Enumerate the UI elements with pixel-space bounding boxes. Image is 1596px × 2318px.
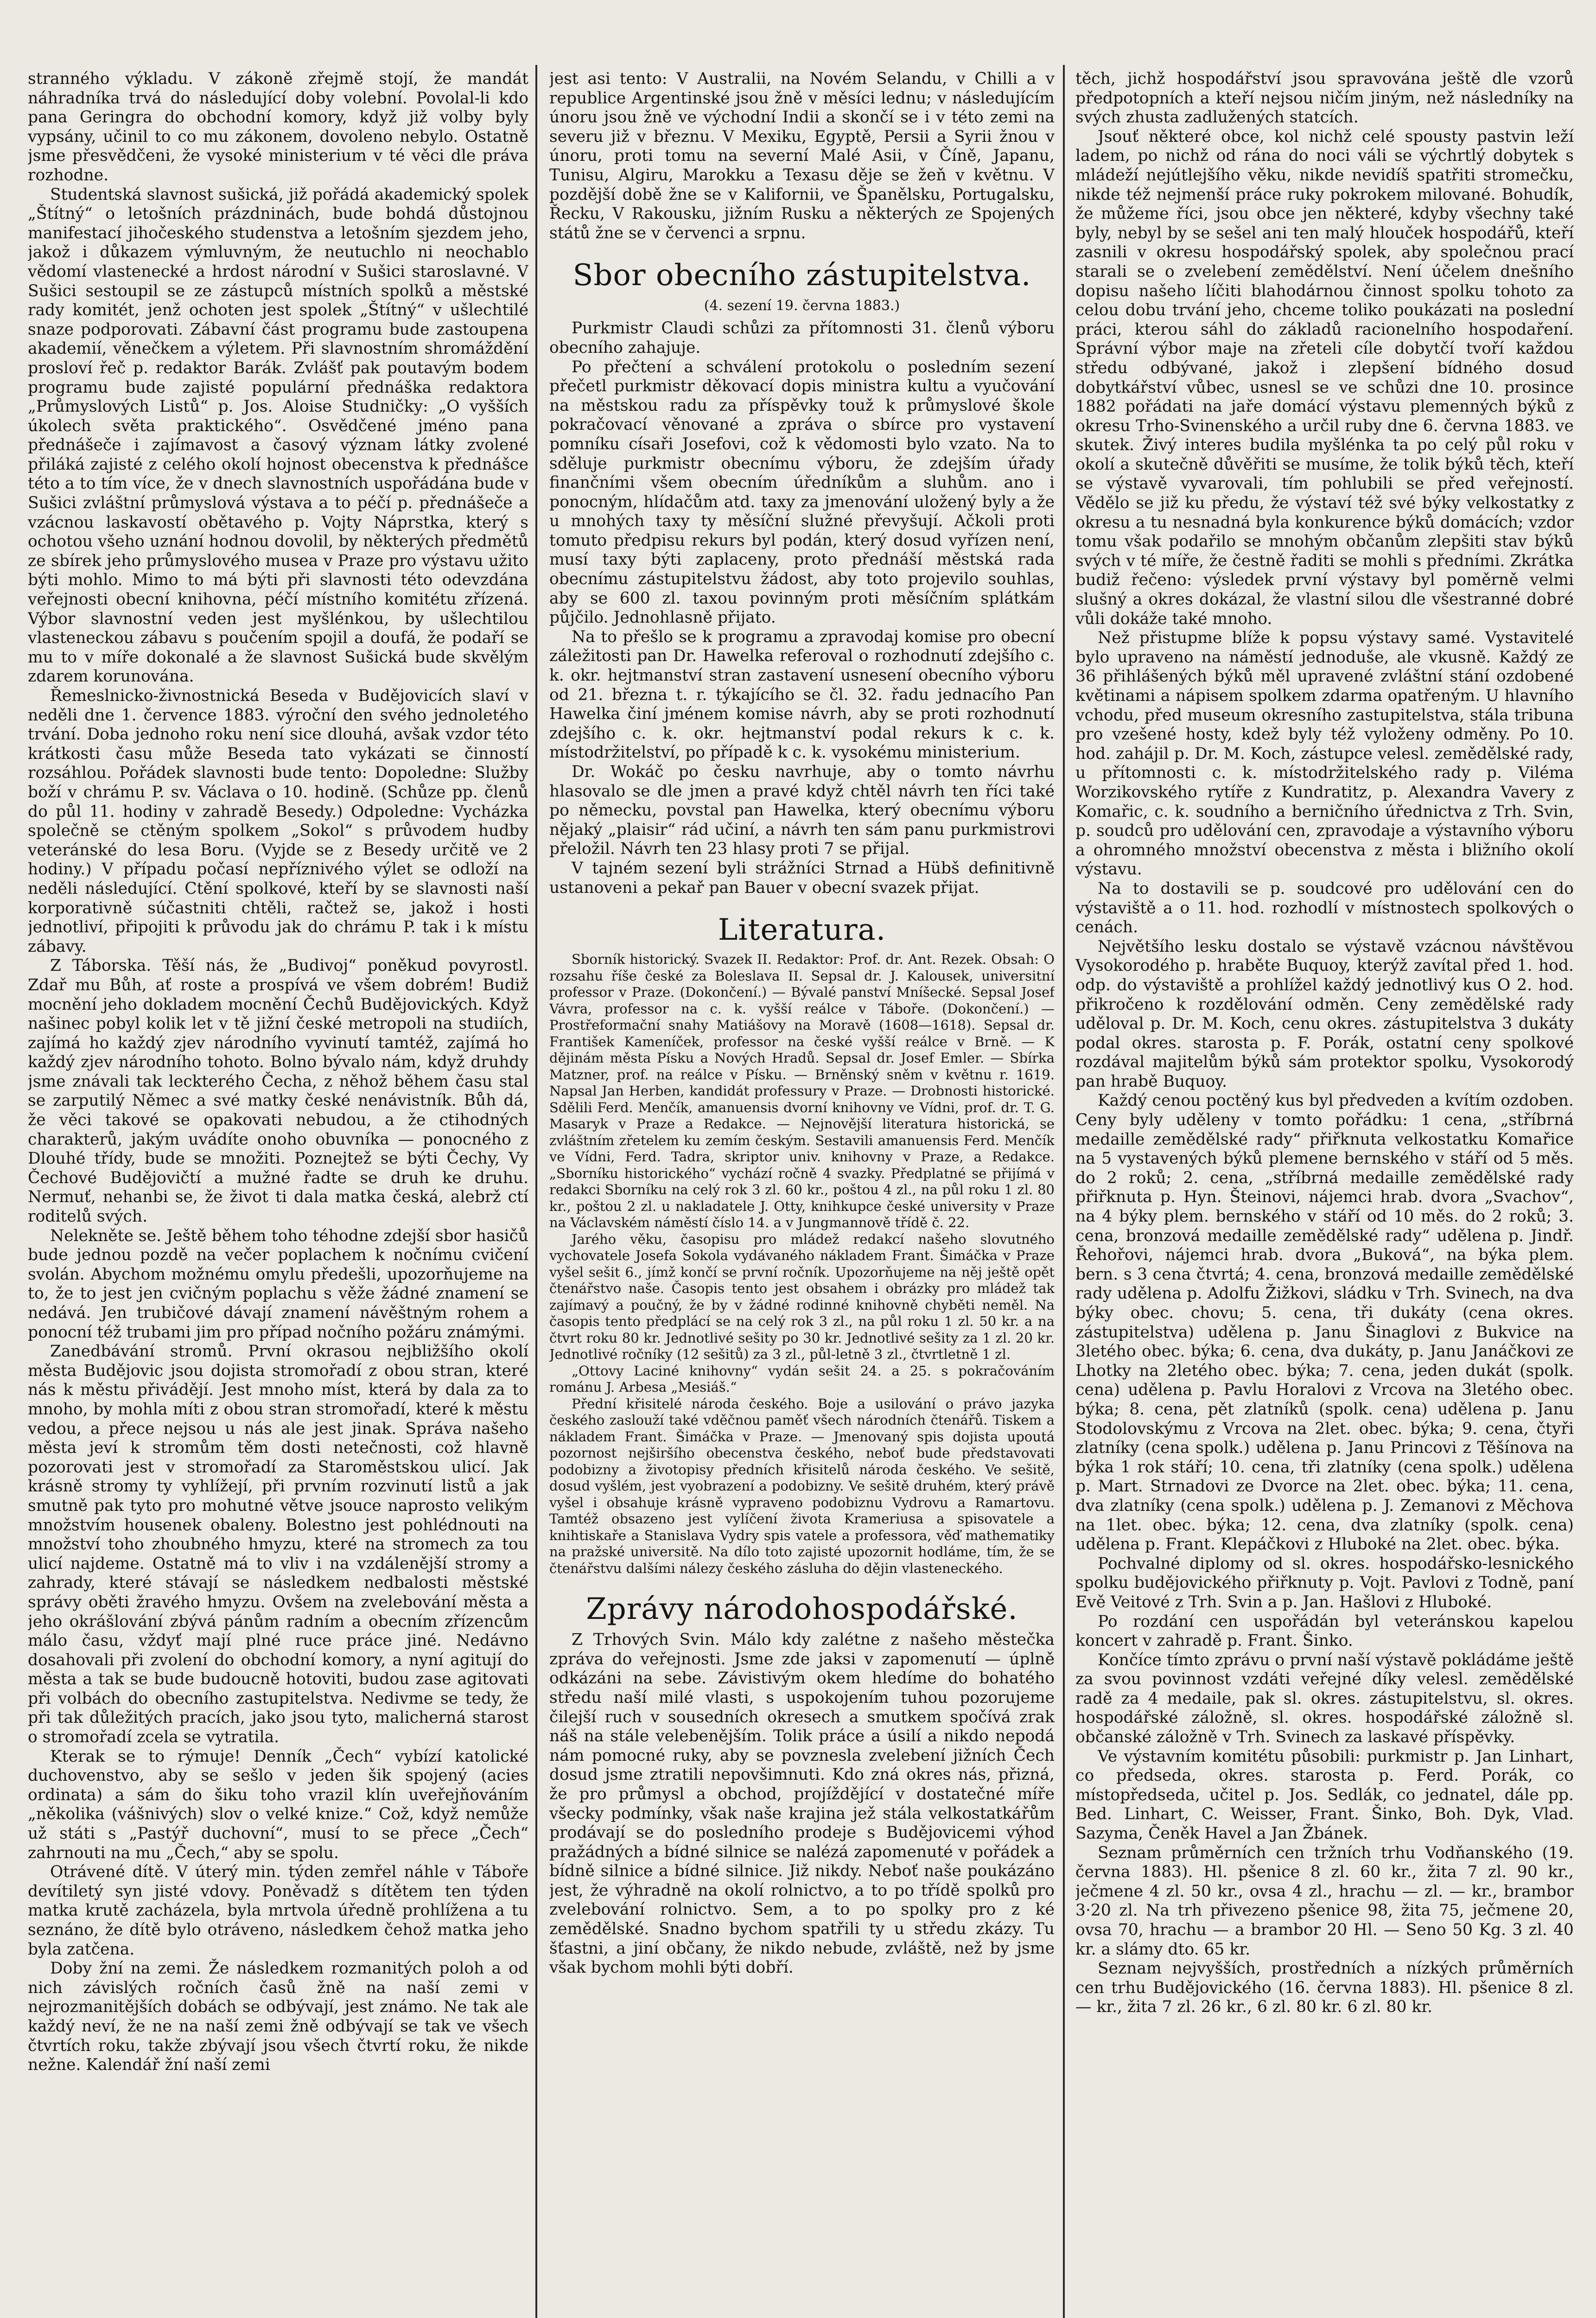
article-paragraph: Po rozdání cen uspořádán byl veteránskou kapelou koncert v zahradě p. Frant. Šinko. [1075, 1612, 1574, 1650]
article-paragraph: Řemeslnicko-živnostnická Beseda v Budějovicích slaví v neděli dne 1. července 1883. výroční den svého jednoletého trvání. Doba jednoho roku není sice dlouhá, avšak vzdor této krátkosti času může Beseda tato vykázati se činností rozsáhlou. Pořádek slavnosti bude tento: Dopoledne: Služby boží v chrámu P. sv. Václava o 10. hodině. (Schůze pp. členů do půl 11. hodiny v zahradě Besedy.) Odpoledne: Vycházka společně se ctěným spolkem „Sokol“ s průvodem hudby veteránské do lesa Boru. (Vyjde se z Besedy určitě ve 2 hodiny.) V případu počasí nepříznivého výlet se odloží na neděli následující. Ctění spolkové, kteří by se slavnosti naší korporativně súčastniti chtěli, račtež se, jakož i hosti jednotliví, připojiti k průvodu jak do chrámu P. tak i k místu zábavy. [28, 687, 528, 956]
article-paragraph: Pochvalné diplomy od sl. okres. hospodářsko-lesnického spolku budějovického přiřknuty p. Vojt. Pavlovi z Todně, paní Evě Veitové z Trh. Svin a p. Jan. Hašlovi z Hluboké. [1075, 1554, 1574, 1611]
article-paragraph: stranného výkladu. V zákoně zřejmě stojí, že mandát náhradníka trvá do následující doby volební. Povolal-li kdo pana Geringra do obchodní komory, když již volby byly vypsány, učinil to co mu zákonem, dovoleno nebylo. Ostatně jsme přesvědčeni, že vysoké ministerium v té věci dle práva rozhodne. [28, 70, 528, 185]
article-paragraph: Po přečtení a schválení protokolu o posledním sezení přečetl purkmistr děkovací dopis ministra kultu a vyučování na městskou radu za příspěvky touž k průmyslové škole pokračovací věnované a zpráva o sbírce pro vystavení pomníku císaři Josefovi, což k vědomosti bylo vzato. Na to sděluje purkmistr obecnímu výboru, že zdejším úřady finančními všem obecním úředníkům a sluhům. ano i ponocným, hlídačům atd. taxy za jmenování uložený byly a že u mnohých taxy ty měsíční služné převyšují. Ačkoli proti tomuto předpisu rekurs byl podán, který dosud vyřízen není, musí taxy býti zaplaceny, proto přednáší městská rada obecnímu zástupitelstvu žádost, aby toto projevilo souhlas, aby se 600 zl. taxou povinným proti měsíčním splátkám půjčilo. Jednohlasně přijato. [549, 357, 1055, 627]
article-paragraph: Z Táborska. Těší nás, že „Budivoj“ poněkud povyrostl. Zdař mu Bůh, ať roste a prospívá ve všem dobrém! Budiž mocnění jeho dokladem mocnění Čechů Budějovických. Když našinec pobyl kolik let v tě jižní české metropoli na studiích, zajímá ho každý zjev národního vyvinutí tamtéž, zajímá ho každý zjev národního tohoto. Bolno bývalo nám, když druhdy jsme znávali tak leckterého Čecha, z něhož během času stal se zarputilý Němec a své matky české nenávistník. Bůh dá, že věci takové se opakovati nebudou, a že ctihodných charakterů, jakým uvádíte onoho obuvníka — ponocného z Dlouhé třídy, bude se množiti. Poznejtež se býti Čechy, Vy Čechové Budějovičtí a mužné řadte se druh ke druhu. Nermuť, nehanbi se, že život ti dala matka česká, alebrž ctí roditelů svých. [28, 956, 528, 1226]
column-1 [28, 70, 528, 2318]
section-heading: Sbor obecního zástupitelstva. [572, 258, 1031, 293]
article-paragraph: Na to dostavili se p. soudcové pro udělování cen do výstaviště a o 11. hod. rozhodlí v místnostech spolkových o cenách. [1075, 879, 1574, 937]
article-paragraph: Doby žní na zemi. Že následkem rozmanitých poloh a od nich závislých ročních časů žně na naší zemi v nejrozmanitějších dobách se odbývají, jest známo. Ne tak ale každý neví, že ne na naší zemi žně odbývají se tak ve všech čtvrtích roku, takže zbývají jsou všech čtvrtí roku, že nikde nežne. Kalendář žní naší zemi [28, 1959, 528, 2075]
article-paragraph: Sborník historický. Svazek II. Redaktor: Prof. dr. Ant. Rezek. Obsah: O rozsahu říše české za Boleslava II. Sepsal dr. J. Kalousek, universitní professor v Praze. (Dokončení.) — Bývalé panství Mníšecké. Sepsal Josef Vávra, professor na c. k. vyšší reálce v Táboře. (Dokončení.) — Prostřeformační snahy Matiášovy na Moravě (1608—1618). Sepsal dr. František Kameníček, professor na české vyšší reálce v Brně. — K dějinám města Písku a Nových Hradů. Sepsal dr. Josef Emler. — Sbírka Matzner, prof. na reálce v Písku. — Brněnský sněm v květnu r. 1619. Napsal Jan Herben, kandidát professury v Praze. — Drobnosti historické. Sdělili Ferd. Menčík, amanuensis dvorní knihovny ve Vídni, prof. dr. T. G. Masaryk v Praze a Redakce. — Nejnovější literatura historická, se zvláštním zřetelem ku zemím českým. Sestavili amanuensis Ferd. Menčík ve Vídni, Ferd. Tadra, skriptor univ. knihovny v Praze, a Redakce. „Sborníku historického“ vychází ročně 4 svazky. Předplatné se přijímá v redakci Sborníku na celý rok 3 zl. 60 kr., poštou 4 zl., na půl roku 1 zl. 80 kr., poštou 2 zl. u nakladatele J. Otty, knihkupce české university v Praze na Václavském náměstí číslo 14. a v Jungmannově třídě č. 22. [549, 951, 1055, 1231]
article-paragraph: Na to přešlo se k programu a zpravodaj komise pro obecní záležitosti pan Dr. Hawelka referoval o rozhodnutí zdejšího c. k. okr. hejtmanství stran zastavení usnesení obecního výboru od 21. března t. r. týkajícího se čl. 32. řadu jednacího Pan Hawelka činí jménem komise návrh, aby se proti rozhodnutí zdejšího c. k. okr. hejtmanství podal rekurs k c. k. místodržitelství, po případě k c. k. vysokému ministerium. [549, 627, 1055, 762]
article-paragraph: Končíce tímto zprávu o první naší výstavě pokládáme ještě za svou povinnost vzdáti veřejné díky velesl. zemědělské radě za 4 medaile, pak sl. okres. zástupitelstvu, sl. okres. hospodářské záložně, sl. okres. hospodářské záložně sl. občanské záložně v Trh. Svinech za laskavé příspěvky. [1075, 1650, 1574, 1747]
article-paragraph: Každý cenou poctěný kus byl předveden a kvítím ozdoben. Ceny byly uděleny v tomto pořádku: 1 cena, „stříbrná medaille zemědělské rady“ přiřknuta velkostatku Komařice na 5 vystavených býků plemene bernského v stáří od 5 měs. do 2 roků; 2. cena, „stříbrná medaille zemědělské rady přiřknuta p. Hyn. Šteinovi, nájemci hrab. dvora „Svachov“, na 4 býky plem. bernského v stáří od 10 měs. do 2 roků; 3. cena, bronzová medaille zemědělské rady“ udělena p. Jindř. Řehořovi, nájemci hrab. dvora „Buková“, na býka plem. bern. s 3 cena čtvrtá; 4. cena, bronzová medaille zemědělské rady udělena p. Adolfu Žižkovi, sládku v Trh. Svinech, na dva býky obec. chovu; 5. cena, tři dukáty (cena okres. zástupitelstva) udělena p. Janu Šinaglovi z Bukvice na 3letého obec. býka; 6. cena, dva dukáty, p. Janu Janáčkovi ze Lhotky na 2letého obec. býka; 7. cena, jeden dukát (spolk. cena) udělena p. Pavlu Horalovi z Vrcova na 3letého obec. býka; 8. cena, pět zlatníků (spolk. cena) udělena p. Janu Stodolovskýmu z Vrcova na 2let. obec. býka; 9. cena, čtyři zlatníky (cena spolk.) udělena p. Janu Princovi z Těšínova na býka 1 rok stáří; 10. cena, tři zlatníky (cena spolk.) udělena p. Mart. Strnadovi ze Dvorce na 2let. obec. býka; 11. cena, dva zlatníky (cena spolk.) udělena p. J. Zemanovi z Měchova na 1let. obec. býka; 12. cena, dva zlatníky (spolk. cena) udělena p. Frant. Klepáčkovi z Hluboké na 2let. obec. býka. [1075, 1091, 1574, 1554]
article-paragraph: Než přistupme blíže k popsu výstavy samé. Vystavitelé bylo upraveno na náměstí jednoduše, ale vkusně. Každý ze 36 přihlášených býků měl upravené zvláštní stání ozdobené květinami a nápisem spolkem zdarma opatřeným. U hlavního vchodu, před museum okresního zastupitelstva, stála tribuna pro vzešené hosty, kdež byly též vyloženy odměny. Po 10. hod. zahájil p. Dr. M. Koch, zástupce velesl. zemědělské rady, u přítomnosti c. k. místodržitelského rady p. Viléma Worzikovského rytíře z Kundratitz, p. Alexandra Vavery z Komařic, c. k. soudního a berničního úřednictva z Trh. Svin, p. soudců pro udělování cen, zpravodaje a výstavního výboru a ohromného množství obecenstva z města i bližního okolí výstavu. [1075, 629, 1574, 879]
article-paragraph: „Ottovy Laciné knihovny“ vydán sešit 24. a 25. s pokračováním románu J. Arbesa „Mesiáš.“ [549, 1363, 1055, 1395]
article-paragraph: těch, jichž hospodářství jsou spravována ještě dle vzorů předpotopních a kteří nejsou ničím jiným, než následníky na svých zhusta zadlužených statcích. [1075, 70, 1574, 127]
article-paragraph: Největšího lesku dostalo se výstavě vzácnou návštěvou Vysokorodého p. hraběte Buquoy, kterýž zavítal před 1. hod. odp. do výstaviště a prohlížel každý jednotlivý kus O 2. hod. přikročeno k rozdělování odměn. Ceny zemědělské rady uděloval p. Dr. M. Koch, cenu okres. zástupitelstva 3 dukáty podal okres. starosta p. F. Porák, ostatní ceny spolkové rozdával majitelům býků sám protektor spolku, Vysokorodý pan hrabě Buquoy. [1075, 937, 1574, 1091]
section-subheading: (4. sezení 19. června 1883.) [704, 298, 900, 314]
article-paragraph: Z Trhových Svin. Málo kdy zalétne z našeho městečka zpráva do veřejnosti. Jsme zde jaksi v zapomenutí — úplně odkázáni na sebe. Závistivým okem hledíme do bohatého středu naší milé vlasti, s uspokojením tuhou pozorujeme čilejší ruch v sousedních okresech a smutkem spočívá zrak náš na stále velebenějším. Tolik práce a úsilí a nikdo nepodá nám pomocné ruky, aby se povznesla zvelebení jižních Čech dosud jsme ztratili nepovšimnuti. Kdo zná okres nás, přizná, že pro průmysl a obchod, projíždějící v dostatečné míře všecky podmínky, však naše krajina jež stála velkostatkářům prodávají se do posledního prodeje s Budějovicemi výhod pražádných a bídné silnice se nalézá zapomenuté v pořádek a bídně silnice a bídné silnice. Již nikdy. Neboť naše poukázáno jest, že výhradně na okolí rolnictvo, a to po třídě spolků pro zvelebování rolnictvo. Sem, a to po spolky pro z ké zemědělské. Snadno bychom spatřili ty u středu zkázy. Tu šťastni, a jiní občany, že nikdo nebude, zvláště, než by jsme však bychom mohli býti dobří. [549, 1630, 1055, 1977]
article-paragraph: V tajném sezení byli strážníci Strnad a Hübš definitivně ustanoveni a pekař pan Bauer v obecní svazek přijat. [549, 859, 1055, 897]
section-heading: Literatura. [718, 913, 886, 948]
article-paragraph: Seznam průměrních cen tržních trhu Vodňanského (19. června 1883). Hl. pšenice 8 zl. 60 kr., žita 7 zl. 90 kr., ječmene 4 zl. 50 kr., ovsa 4 zl., hrachu — zl. — kr., brambor 3·20 zl. Na trh přivezeno pšenice 98, žita 75, ječmene 20, ovsa 70, hrachu — a brambor 20 Hl. — Seno 50 Kg. 3 zl. 40 kr. a slámy dto. 65 kr. [1075, 1843, 1574, 1959]
article-paragraph: Ve výstavním komitétu působili: purkmistr p. Jan Linhart, co předseda, okres. starosta p. Ferd. Porák, co místopředseda, učitel p. Jos. Sedlák, co jednatel, dále pp. Bed. Linhart, C. Weisser, Frant. Šinko, Boh. Dyk, Vlad. Sazyma, Čeněk Havel a Jan Žbánek. [1075, 1747, 1574, 1843]
article-paragraph: Purkmistr Claudi schůzi za přítomnosti 31. členů výboru obecního zahajuje. [549, 319, 1055, 357]
article-paragraph: Přední křisitelé národa českého. Boje a usilování o právo jazyka českého zaslouží také vděčnou paměť všech národních čtenářů. Tiskem a nákladem Frant. Šimáčka v Praze. — Jmenovaný spis dojista upoutá pozornost nejširšího obecenstva českého, neboť bude představovati podobizny a životopisy předních křisitelů národa českého. Ve sešitě, dosud vyšlém, jest vyobrazení a podobizny. Ve sešitě druhém, který právě vyšel i obsahuje krásně vypraveno podobiznu Vydrovu a Ramartovu. Tamtéž obsazeno jest vylíčení života Krameriusa a spisovatele a knihtiskaře a Stanislava Vydry spis vatele a professora, věď mathematiky na pražské universitě. Na dílo toto zajisté upozornit hodláme, tím, že se čtenářstvu dalšími nálezy českého zásluha do dějin vlasteneckého. [549, 1395, 1055, 1576]
section-heading: Zprávy národohospodářské. [586, 1592, 1018, 1627]
column-rule [1063, 65, 1065, 2318]
column-3 [1075, 70, 1574, 2318]
article-paragraph: Kterak se to rýmuje! Denník „Čech“ vybízí katolické duchovenstvo, aby se sešlo v jeden šik spojený (acies ordinata) a sám do šiku toho vrazil klín uveřejňováním „několika (vášnivých) slov o velké knize.“ Což, když nemůže už státi s „Pastýř duchovní“, musí to se přece „Čech“ zahrnouti na mu „Čech,“ aby se spolu. [28, 1747, 528, 1862]
article-paragraph: Studentská slavnost sušická, již pořádá akademický spolek „Štítný“ o letošních prázdninách, bude bohdá důstojnou manifestací jihočeského studenstva a letošním sjezdem jeho, jakož i důkazem výmluvným, že neutuchlo ni neochablo vědomí vlastenecké a hrdost národní v Sušici staroslavné. V Sušici sestoupil se ze zástupců místních spolků a městské rady komitét, jenž ochoten jest spolek „Štítný“ v ušlechtilé snaze podporovati. Zábavní část programu bude zastoupena akademií, věnečkem a výletem. Při slavnostním shromáždění prosloví řeč p. redaktor Barák. Zvlášť pak poutavým bodem programu bude zajisté populární přednáška redaktora „Průmyslových Listů“ p. Jos. Aloise Studničky: „O vyšších úkolech světa praktického“. Osvědčené jméno pana přednášeče i zajímavost a časový význam látky zvolené přiláká zajisté z celého okolí hojnost obecenstva k přednášce této a to tím více, že v dnech slavnostních uspořádána bude v Sušici zvláštní průmyslová výstava a to péčí p. přednášeče a vzácnou laskavostí obětavého p. Vojty Náprstka, který s ochotou všeho uznání hodnou dovolil, by některých předmětů ze sbírek jeho průmyslového musea v Praze pro výstavu užito býti mohlo. Mimo to má býti při slavnosti této odevzdána veřejnosti obecní knihovna, péčí místního komitétu zřízená. Výbor slavnostní veden jest myšlénkou, by ušlechtilou vlasteneckou zábavu s poučením spojil a doufá, že podaří se mu to v míře dokonalé a že slavnost Sušická bude skvělým zdarem korunována. [28, 185, 528, 686]
article-paragraph: Jsouť některé obce, kol nichž celé spousty pastvin leží ladem, po nichž od rána do noci váli se výchrtlý dobytek s mládeží nejútlejšího věku, nikde nevidíš spatřiti stromečku, nikde též nejmenší práce ruky pokrokem milované. Bohudík, že můžeme říci, jsou obce jen některé, kdyby všechny také byly, nebyl by se sešel ani ten malý hlouček hospodářů, kteří zasnili v okresu hospodářský spolek, aby společnou prací starali se o zvelebení zemědělství. Není účelem dnešního dopisu našeho líčiti blahodárnou činnost spolku tohoto za celou dobu trvání jeho, chceme toliko poukázati na poslední práci, kterou sáhl do základů racionelního hospodaření. Správní výbor maje na zřeteli cíle dobytčí tvoří každou středu odbývané, jakož i zlepšení bídného dosud dobytkářství vůbec, usnesl se ve schůzi dne 10. prosince 1882 pořádati na jaře domácí výstavu plemenných býků z okresu Trho-Svinenského a určil ruby dne 6. června 1883. ve skutek. Živý interes budila myšlénka ta po celý půl roku v okolí a skutečně důvěřiti se musíme, že tolik býků těch, kteří se výstavě vyvarovali, tím pohlubili se před veřejností. Vědělo se již ku předu, že výstaví též své býky velkostatky z okresu a tu nesnadná byla konkurence býků domácích; vzdor tomu však podařilo se mnohým občanům zlepšiti stav býků svých v té míře, že čestně řaditi se mohli s předními. Zkrátka budiž řečeno: výsledek první výstavy byl poměrně velmi slušný a okres dokázal, že vlastní silou dle všestranné dobré vůli dokáže také mnoho. [1075, 127, 1574, 628]
column-rule [535, 65, 537, 2318]
article-paragraph: Seznam nejvyšších, prostředních a nízkých průměrních cen trhu Budějovického (16. června 1883). Hl. pšenice 8 zl. — kr., žita 7 zl. 26 kr., 6 zl. 80 kr. 6 zl. 80 kr. [1075, 1959, 1574, 2017]
article-paragraph: Dr. Wokáč po česku navrhuje, aby o tomto návrhu hlasovalo se dle jmen a pravé když chtěl návrh ten říci také po německu, povstal pan Hawelka, který obecnímu výboru nějaký „plaisir“ rád učiní, a návrh ten sám panu purkmistrovi přeložil. Návrh ten 23 hlasy proti 7 se přijal. [549, 763, 1055, 859]
article-paragraph: Nelekněte se. Ještě během toho téhodne zdejší sbor hasičů bude jednou pozdě na večer poplachem k nočnímu cvičení svolán. Abychom možnému omylu předešli, upozorňujeme na to, že to jest jen cvičným poplachu s věže žádné znamení se nedává. Jen trubičové dávají znamení návěštným rohem a ponocní též trubami jim pro případ nočního požáru známými. [28, 1226, 528, 1342]
column-2 [549, 70, 1055, 2318]
article-paragraph: jest asi tento: V Australii, na Novém Selandu, v Chilli a v republice Argentinské jsou žně v měsíci lednu; v následujícím únoru jsou žně ve východní Indii a skončí se i v této zemi na severu již v březnu. V Mexiku, Egyptě, Persii a Syrii žnou v únoru, proti tomu na severní Malé Asii, v Číně, Japanu, Tunisu, Algiru, Marokku a Texasu děje se žeň v květnu. V pozdější době žne se v Kalifornii, ve Španělsku, Portugalsku, Řecku, V Rakousku, jižním Rusku a některých ze Spojených států žne se v červenci a srpnu. [549, 70, 1055, 242]
article-paragraph: Otrávené dítě. V úterý min. týden zemřel náhle v Táboře devítiletý syn jisté vdovy. Poněvadž s dítětem ten týden matka krutě zacházela, byla mrtvola úředně prohlížena a tu seznáno, že dítě bylo otráveno, následkem čehož matka jeho byla zatčena. [28, 1863, 528, 1959]
article-paragraph: Zanedbávání stromů. První okrasou nejbližšího okolí města Budějovic jsou dojista stromořadí z obou stran, které nás k městu přivádějí. Jest mnoho míst, která by dala za to mnoho, by mohla míti z obou stran stromořadí, které k městu vedou, a přece nejsou u nás ale jest jinak. Správa našeho města jeví k stromům těm dosti netečnosti, což hlavně pozorovati jest v stromořadí za Staroměstskou ulicí. Jak krásně stromy ty vyhlížejí, při prvním rozvinutí listů a jak smutně pak tyto pro mohutné větve jsouce naprosto velikým množstvím housenek obaleny. Bolestno jest pohlédnouti na množství toho zhoubného hmyzu, které na stromech za tou ulicí najdeme. Ostatně má to vliv i na vzdálenější stromy a zahrady, které stávají se následkem nedbalosti městské správy oběti žravého hmyzu. Ovšem na zvelebování města a jeho okrášlování zbývá pánům radním a obecním zřízencům málo času, vždyť mají plné ruce práce jiné. Nedávno dosahovali při zvolení do obchodní komory, a nyní agitují do města a tak se bude budoucně hotoviti, budou zase agitovati při volbách do obecního zastupitelstva. Nedivme se tedy, že při tak důležitých pracích, jako jsou tyto, malicherná starost o stromořadí zcela se vytratila. [28, 1342, 528, 1747]
article-paragraph: Jarého věku, časopisu pro mládež redakcí našeho slovutného vychovatele Josefa Sokola vydávaného nákladem Frant. Šimáčka v Praze vyšel sešit 6., jímž končí se první ročník. Upozorňujeme na něj ještě opět čtenářstvo naše. Časopis tento jest obsahem i obrázky pro mládež tak zajímavý a poučný, že by v žádné rodinné knihovně chyběti neměl. Na časopis tento předplácí se na celý rok 3 zl., na půl roku 1 zl. 50 kr. a na čtvrt roku 80 kr. Jednotlivé sešity po 30 kr. Jednotlivé sešity za 1 zl. 20 kr. Jednotlivé ročníky (12 sešitů) za 3 zl., půl-letně 3 zl., čtvrtletně 1 zl. [549, 1231, 1055, 1363]
